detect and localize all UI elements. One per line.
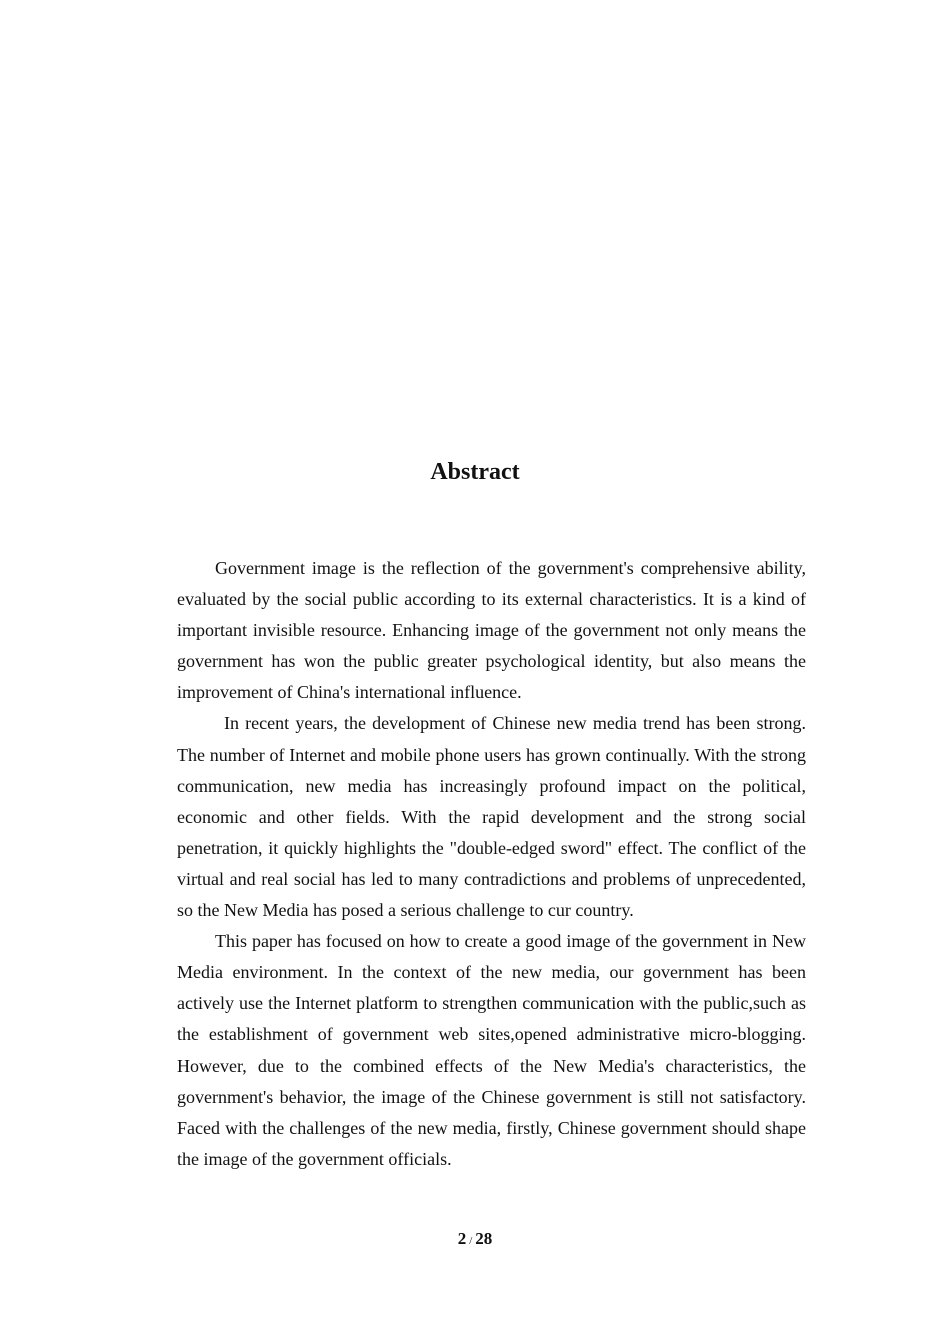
total-page-count: 28 [475, 1229, 493, 1248]
current-page-number: 2 [457, 1229, 467, 1248]
page-number [0, 1227, 950, 1253]
abstract-paragraph-1: Government image is the reflection of the government's comprehensive ability, evaluated by the social public according to its external characteristics. It is a kind of important invisible resource. Enhancing image of the government not only means the government has won the public greater psychological identity, but also means the improvement of China's international influence. [177, 558, 806, 703]
abstract-paragraph-3: This paper has focused on how to create a good image of the government in New Media environment. In the context of the new media, our government has been actively use the Internet platform to strengthen communication with the public,such as the establishment of government web sites,opened administrative micro-blogging. However, due to the combined effects of the New Media's characteristics, the government's behavior, the image of the Chinese government is still not satisfactory. Faced with the challenges of the new media, firstly, Chinese government should shape the image of the government officials. [177, 931, 806, 1169]
page-number-separator: / [469, 1235, 473, 1247]
page-title: Abstract [430, 459, 520, 485]
abstract-paragraph-2: In recent years, the development of Chinese new media trend has been strong. The number of Internet and mobile phone users has grown continually. With the strong communication, new media has increasingly profound impact on the political, economic and other fields. With the rapid development and the strong social penetration, it quickly highlights the "double-edged sword" effect. The conflict of the virtual and real social has led to many contradictions and problems of unprecedented, so the New Media has posed a serious challenge to cur country. [177, 713, 806, 921]
abstract-body [177, 553, 806, 1175]
